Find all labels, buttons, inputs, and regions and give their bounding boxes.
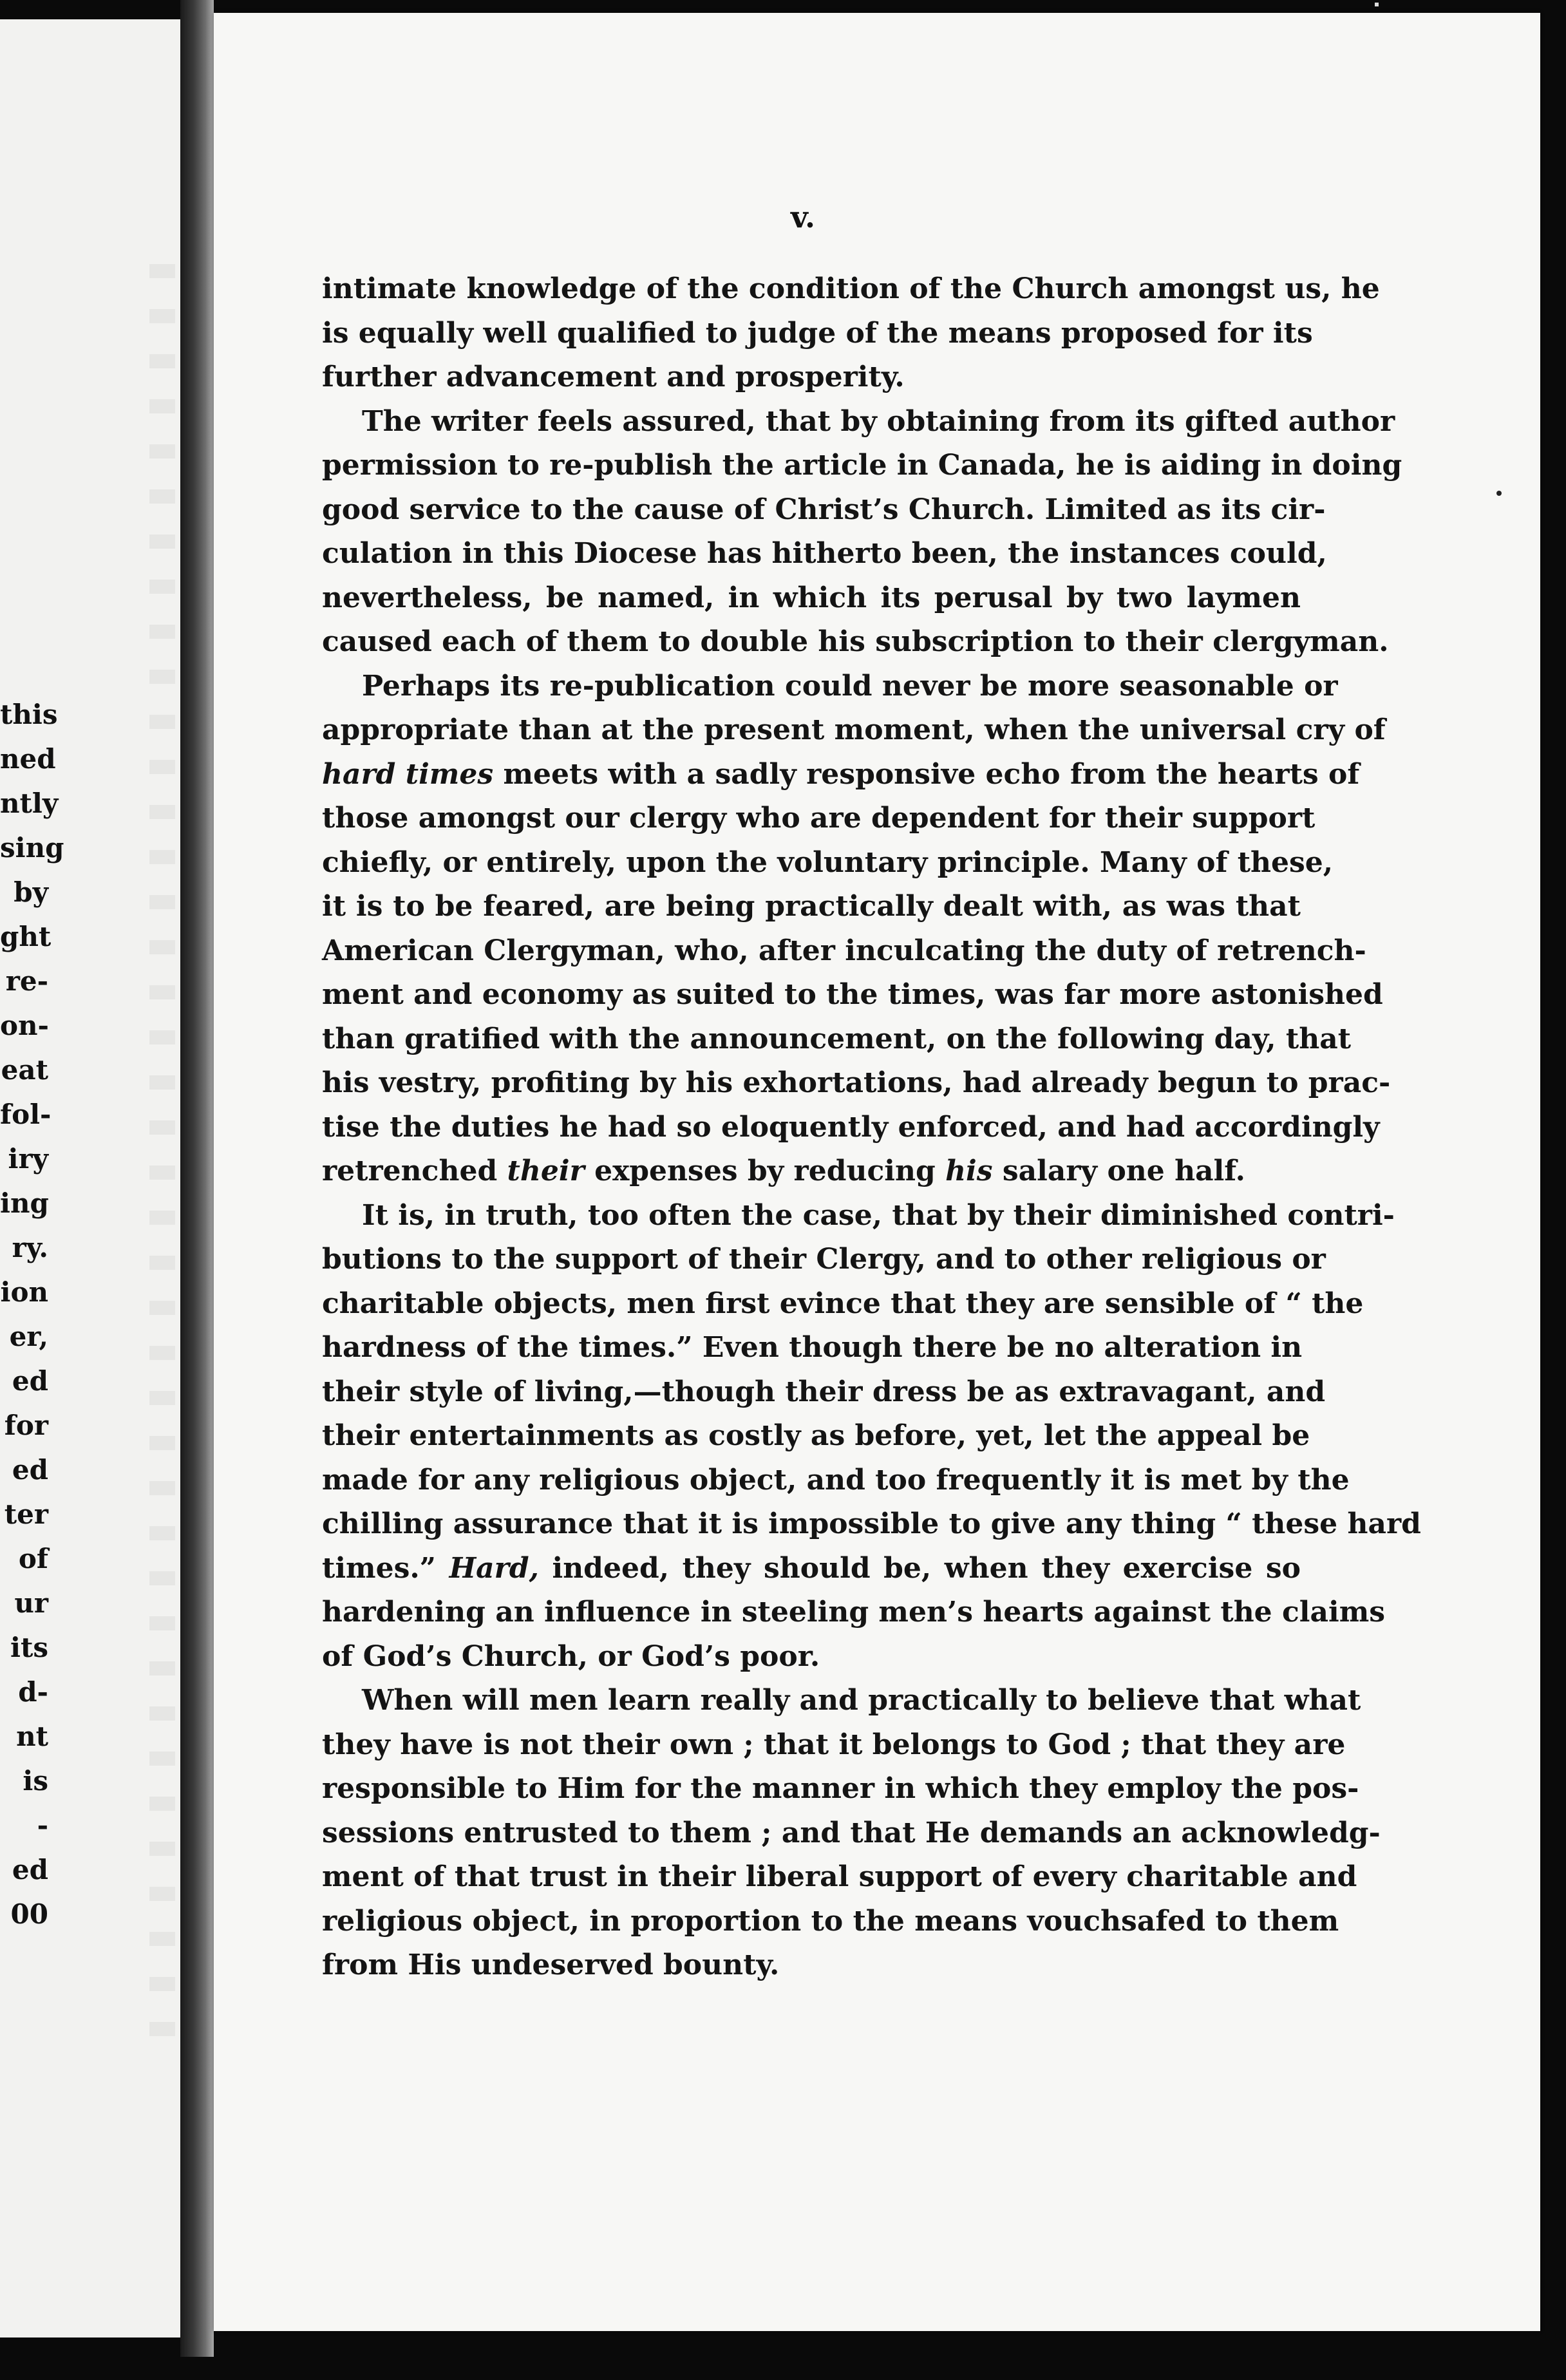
text-line: American Clergyman, who, after inculcating the duty of retrench- xyxy=(322,934,1366,967)
facing-line: er, xyxy=(9,1321,48,1352)
facing-line: eat xyxy=(1,1054,48,1086)
paragraph-5 xyxy=(322,1679,1381,1988)
paragraph-2 xyxy=(322,400,1402,665)
text-line: hardness of the times.” Even though there be no alteration in xyxy=(322,1331,1303,1364)
ink-speck xyxy=(1496,491,1502,496)
paragraph-3 xyxy=(322,665,1391,1194)
text-line: good service to the cause of Christ’s Church. Limited as its cir- xyxy=(322,493,1326,526)
page-number: v. xyxy=(790,200,816,234)
facing-line: 00 xyxy=(10,1898,48,1930)
facing-line: re- xyxy=(5,965,48,997)
italic-word: their xyxy=(507,1155,585,1187)
paragraph-4 xyxy=(322,1194,1421,1679)
facing-line: ry. xyxy=(12,1232,48,1263)
text-line: those amongst our clergy who are dependent for their support xyxy=(322,802,1316,835)
paragraph-1 xyxy=(322,267,1380,400)
text-line: their entertainments as costly as before, yet, let the appeal be xyxy=(322,1419,1310,1452)
book-gutter xyxy=(180,0,214,2357)
text-line: It is, in truth, too often the case, that by their diminished contri- xyxy=(362,1198,1395,1232)
facing-line: ntly xyxy=(0,788,59,819)
text-line: sessions entrusted to them ; and that He demands an acknowledg- xyxy=(322,1816,1381,1849)
facing-page-text-edge xyxy=(0,692,180,1936)
text-line: it is to be feared, are being practically dealt with, as was that xyxy=(322,890,1301,923)
facing-line: ion xyxy=(0,1276,48,1308)
text-run: salary one half. xyxy=(992,1155,1245,1187)
facing-line: its xyxy=(10,1632,48,1663)
text-line-mixed xyxy=(322,1547,1301,1591)
text-line: than gratified with the announcement, on the following day, that xyxy=(322,1022,1352,1055)
text-line: permission to re-publish the article in Canada, he is aiding in doing xyxy=(322,449,1402,482)
facing-line: this xyxy=(0,699,58,730)
text-line: their style of living,—though their dress be as extravagant, and xyxy=(322,1375,1326,1408)
text-line: appropriate than at the present moment, when the universal cry of xyxy=(322,713,1386,746)
italic-word: Hard, xyxy=(449,1551,539,1585)
text-line: responsible to Him for the manner in which they employ the pos- xyxy=(322,1772,1359,1805)
text-run: indeed, they should be, when they exercise so xyxy=(538,1551,1301,1585)
facing-line: ter xyxy=(4,1498,48,1530)
facing-line: ed xyxy=(12,1365,48,1397)
facing-line: is xyxy=(23,1765,48,1797)
text-line: chiefly, or entirely, upon the voluntary principle. Many of these, xyxy=(322,845,1334,879)
text-line: caused each of them to double his subscription to their clergyman. xyxy=(322,625,1389,658)
facing-line: ed xyxy=(12,1854,48,1885)
facing-line: - xyxy=(37,1809,48,1841)
text-line: culation in this Diocese has hitherto been, the instances could, xyxy=(322,537,1327,570)
italic-phrase: hard times xyxy=(322,757,494,791)
text-line: ment of that trust in their liberal support of every charitable and xyxy=(322,1860,1357,1893)
text-run: expenses by reducing xyxy=(584,1155,946,1187)
text-run: meets with a sadly responsive echo from the hearts of xyxy=(493,757,1360,791)
text-line: tise the duties he had so eloquently enforced, and had accordingly xyxy=(322,1110,1380,1144)
text-line: his vestry, profiting by his exhortations, had already begun to prac- xyxy=(322,1066,1391,1099)
facing-line: for xyxy=(4,1410,48,1441)
text-line: When will men learn really and practically to believe that what xyxy=(362,1684,1361,1717)
text-line: intimate knowledge of the condition of the Church amongst us, he xyxy=(322,272,1380,305)
text-line: butions to the support of their Clergy, and to other religious or xyxy=(322,1243,1326,1276)
facing-line: ed xyxy=(12,1454,48,1486)
text-run: times.” xyxy=(322,1551,449,1585)
facing-line: on- xyxy=(0,1010,49,1041)
text-run: retrenched xyxy=(322,1155,507,1187)
text-line: made for any religious object, and too frequently it is met by the xyxy=(322,1463,1350,1497)
book-page xyxy=(214,13,1540,2331)
facing-line: ght xyxy=(0,921,52,952)
facing-line: iry xyxy=(8,1143,48,1175)
facing-line: ing xyxy=(0,1187,49,1219)
text-line: is equally well qualified to judge of the means proposed for its xyxy=(322,316,1313,350)
text-line: hardening an influence in steeling men’s hearts against the claims xyxy=(322,1596,1386,1629)
text-line: chilling assurance that it is impossible to give any thing “ these hard xyxy=(322,1507,1421,1540)
text-line: nevertheless, be named, in which its perusal by two laymen xyxy=(322,581,1301,614)
italic-word: his xyxy=(945,1155,993,1187)
text-line: ment and economy as suited to the times, was far more astonished xyxy=(322,978,1383,1011)
text-line: further advancement and prosperity. xyxy=(322,361,905,393)
facing-line: sing xyxy=(0,832,64,864)
text-line: charitable objects, men first evince that they are sensible of “ the xyxy=(322,1287,1364,1320)
facing-page-fragment xyxy=(0,19,180,2338)
facing-line: ur xyxy=(14,1587,48,1619)
text-line: Perhaps its re-publication could never be more seasonable or xyxy=(362,669,1338,703)
facing-line: nt xyxy=(16,1721,48,1752)
text-line: religious object, in proportion to the means vouchsafed to them xyxy=(322,1904,1339,1938)
text-line-mixed xyxy=(322,1149,1301,1194)
body-text xyxy=(322,267,1421,1988)
text-line: they have is not their own ; that it belongs to God ; that they are xyxy=(322,1728,1346,1761)
facing-line: ned xyxy=(0,743,56,775)
facing-line: fol- xyxy=(0,1099,52,1130)
facing-line: by xyxy=(14,876,48,908)
facing-line: of xyxy=(18,1543,48,1574)
text-line: from His undeserved bounty. xyxy=(322,1949,780,1981)
text-line-mixed xyxy=(322,753,1360,797)
facing-line: d- xyxy=(18,1676,48,1708)
scan-speck xyxy=(1375,3,1379,6)
text-line: The writer feels assured, that by obtaining from its gifted author xyxy=(362,404,1395,438)
text-line: of God’s Church, or God’s poor. xyxy=(322,1639,820,1673)
